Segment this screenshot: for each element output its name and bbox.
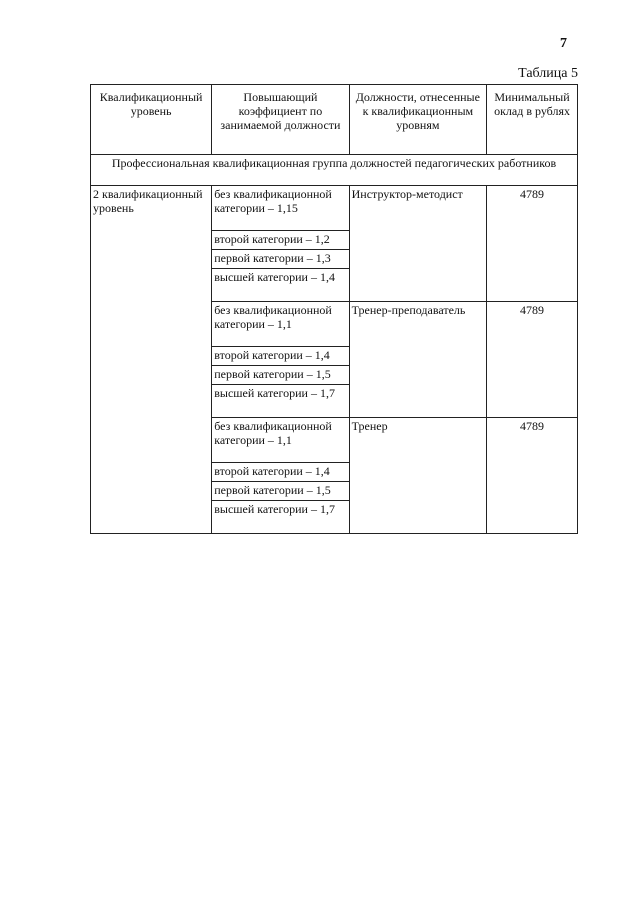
table-header-row bbox=[91, 85, 578, 155]
position-title: Тренер bbox=[349, 418, 486, 534]
position-salary: 4789 bbox=[487, 418, 578, 534]
table-caption: Таблица 5 bbox=[518, 66, 578, 81]
group-row bbox=[91, 155, 578, 186]
coefficient-cell: первой категории – 1,5 bbox=[212, 366, 349, 385]
group-title: Профессиональная квалификационная группа должностей педагогических работников bbox=[91, 155, 578, 186]
coefficient-cell: второй категории – 1,2 bbox=[212, 231, 349, 250]
coefficient-cell: без квалификационной категории – 1,1 bbox=[212, 302, 349, 347]
coefficient-cell: без квалификационной категории – 1,15 bbox=[212, 186, 349, 231]
qualification-level-cell: 2 квалификационный уровень bbox=[91, 186, 212, 534]
coefficient-cell: высшей категории – 1,7 bbox=[212, 385, 349, 418]
coefficient-cell: первой категории – 1,5 bbox=[212, 482, 349, 501]
header-positions: Должности, отнесенные к квалификационным уровням bbox=[349, 85, 486, 155]
coefficient-cell: первой категории – 1,3 bbox=[212, 250, 349, 269]
header-min-salary: Минимальный оклад в рублях bbox=[487, 85, 578, 155]
coefficient-cell: высшей категории – 1,7 bbox=[212, 501, 349, 534]
coefficient-cell: без квалификационной категории – 1,1 bbox=[212, 418, 349, 463]
salary-table bbox=[90, 84, 578, 534]
header-qualification-level: Квалификационный уровень bbox=[91, 85, 212, 155]
table-row bbox=[91, 186, 578, 231]
coefficient-cell: второй категории – 1,4 bbox=[212, 463, 349, 482]
coefficient-cell: высшей категории – 1,4 bbox=[212, 269, 349, 302]
coefficient-cell: второй категории – 1,4 bbox=[212, 347, 349, 366]
position-salary: 4789 bbox=[487, 302, 578, 418]
position-title: Тренер-преподаватель bbox=[349, 302, 486, 418]
header-coefficient: Повышающий коэффициент по занимаемой должности bbox=[212, 85, 349, 155]
position-title: Инструктор-методист bbox=[349, 186, 486, 302]
position-salary: 4789 bbox=[487, 186, 578, 302]
page-number: 7 bbox=[560, 36, 567, 51]
